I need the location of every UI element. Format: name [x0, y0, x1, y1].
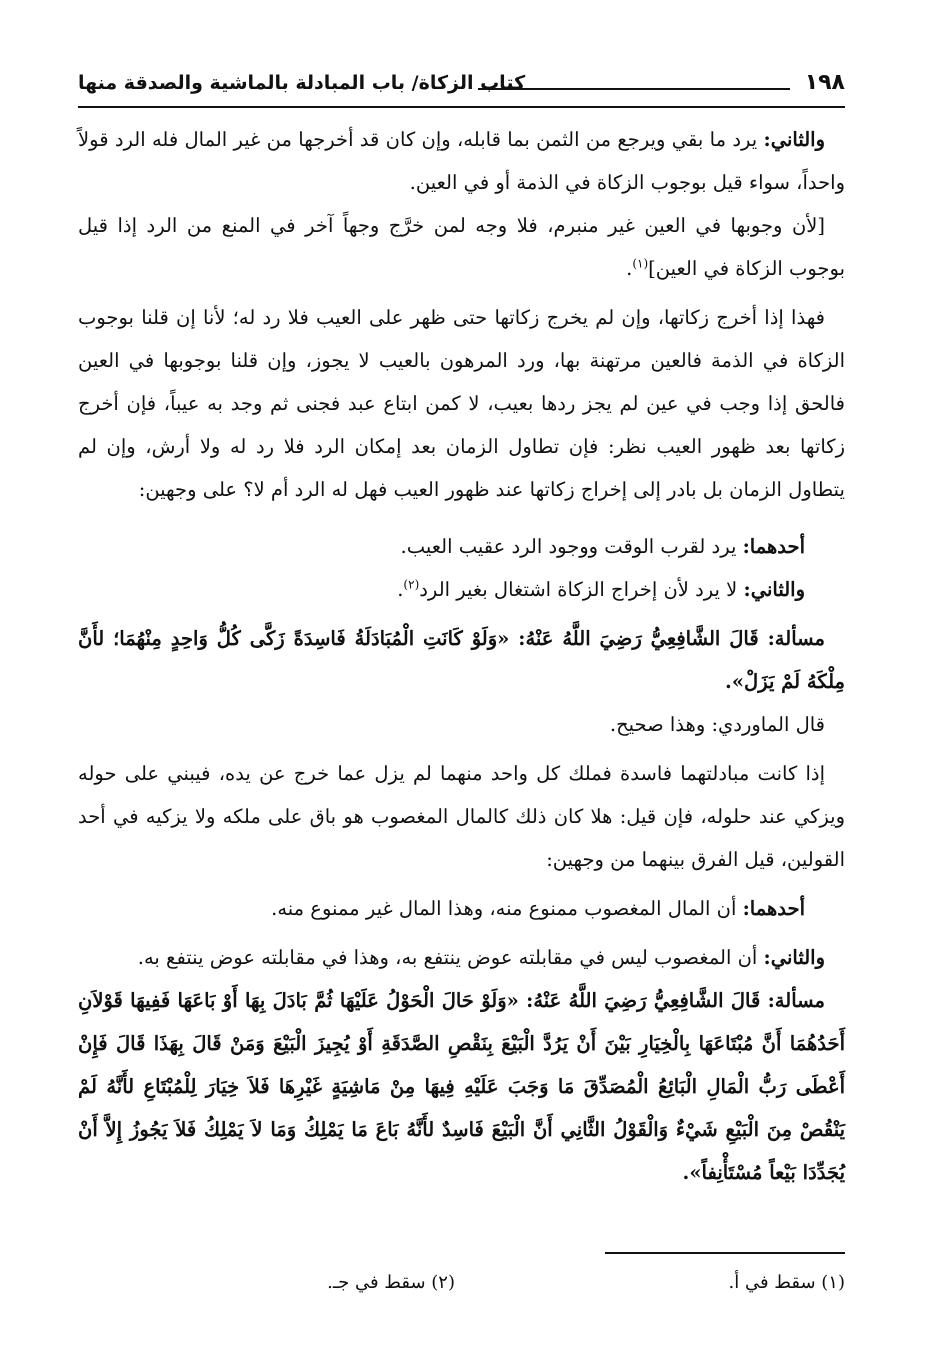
paragraph-text: فهذا إذا أخرج زكاتها، وإن لم يخرج زكاتها حتى ظهر على العيب فلا رد له؛ لأنا إن قلنا بوجوب الزكاة في الذمة فالعين مرتهنة بها، ورد المرهون بالعيب لا يجوز، وإن قلنا بوجوبها في العين فالحق إذا وجب في عين لم يجز ردها بعيب، لا كمن ابتاع عبد فجنى ثم وجد به عيباً، فإن أخرج زكاتها بعد ظهور العيب نظر: فإن تطاول الزمان بعد إمكان الرد فلا رد له ولا أرش، وإن لم يتطاول الزمان بل بادر إلى إخراج زكاتها عند ظهور العيب فهل له الرد أم لا؟ على وجهين: — [78, 306, 845, 501]
paragraph-text: يرد ما بقي ويرجع من الثمن بما قابله، وإن كان قد أخرجها من غير المال فله الرد قولاً واحداً، سواء قيل بوجوب الزكاة في الذمة أو في العين. — [78, 128, 845, 194]
paragraph-1 — [78, 118, 845, 204]
paragraph-label: أحدهما: — [742, 535, 805, 558]
paragraph-label: والثاني: — [763, 128, 825, 151]
paragraph-text: يرد لقرب الوقت ووجود الرد عقيب العيب. — [400, 535, 743, 558]
paragraph-10 — [78, 936, 845, 979]
paragraph-text: لا يرد لأن إخراج الزكاة اشتغال بغير الرد — [419, 578, 744, 601]
paragraph-6 — [78, 617, 845, 703]
paragraph-text: إذا كانت مبادلتهما فاسدة فملك كل واحد منهما لم يزل عما خرج عن يده، فيبني على حوله ويزكي عند حلوله، فإن قيل: هلا كان ذلك كالمال المغصوب هو باق على ملكه ولا يزكيه في أحد القولين، قيل الفرق بينهما من وجهين: — [78, 762, 845, 871]
paragraph-11 — [78, 979, 845, 1194]
issue-label: مسألة: قَالَ الشَّافِعِيُّ — [653, 989, 825, 1012]
page-header — [78, 70, 845, 108]
paragraph-end: . — [626, 257, 633, 280]
paragraph-7 — [78, 703, 845, 746]
paragraph-text: أن المغصوب ليس في مقابلته عوض ينتفع به، وهذا في مقابلته عوض ينتفع به. — [137, 946, 764, 969]
paragraph-label: أحدهما: — [742, 897, 805, 920]
paragraph-4 — [78, 525, 845, 568]
paragraph-5 — [78, 568, 845, 611]
page-body — [78, 118, 845, 1194]
paragraph-text: رَضِيَ اللَّهُ عَنْهُ: «وَلَوْ حَالَ الْحَوْلُ عَلَيْهَا ثُمَّ بَادَلَ بِهَا أَوْ بَاعَهَا فَفِيهَا قَوْلاَنِ أَحَدُهُمَا أَنَّ مُبْتَاعَهَا بِالْخِيَارِ بَيْنَ أَنْ يَرُدَّ الْبَيْعَ بِنَقْصِ الصَّدَقَةِ أَوْ يُجِيزَ الْبَيْعَ وَمَنْ قَالَ بِهَذَا قَالَ فَإِنْ أَعْطَى رَبُّ الْمَالِ الْبَائِعُ الْمُصَدِّقَ مَا وَجَبَ عَلَيْهِ فِيهَا مِنْ مَاشِيَةٍ غَيْرِهَا فَلاَ خِيَارَ لِلْمُبْتَاعِ لأَنَّهُ لَمْ يَنْقُصْ مِنَ الْبَيْعِ شَيْءٌ وَالْقَوْلُ الثَّانِي أَنَّ الْبَيْعَ فَاسِدٌ لأَنَّهُ بَاعَ مَا يَمْلِكُ وَمَا لاَ يَمْلِكُ فَلاَ يَجُوزُ إِلاَّ أَنْ يُجَدِّدَا بَيْعاً مُسْتَأْنِفاً». — [78, 989, 845, 1184]
paragraph-8 — [78, 752, 845, 881]
footnotes — [78, 1272, 845, 1302]
paragraph-text: أن المال المغصوب ممنوع منه، وهذا المال غير ممنوع منه. — [271, 897, 743, 920]
paragraph-text: قال الماوردي: وهذا صحيح. — [609, 713, 825, 736]
issue-label: مسألة: قَالَ الشَّافِعِيُّ — [650, 627, 825, 650]
paragraph-text: رَضِيَ اللَّهُ عَنْهُ: «وَلَوْ كَانَتِ الْمُبَادَلَةُ فَاسِدَةً زَكَّى كُلُّ وَاحِدٍ مِنْهُمَا؛ لأَنَّ مِلْكَهُ لَمْ يَزَلْ». — [78, 627, 845, 693]
paragraph-label: والثاني: — [743, 578, 805, 601]
paragraph-9 — [78, 887, 845, 930]
page-number: ١٩٨ — [804, 70, 845, 95]
footnote-rule — [605, 1252, 845, 1254]
footnote-ref-2: (٢) — [403, 577, 420, 592]
footnote-1: (١) سقط في أ. — [728, 1272, 845, 1293]
running-title: كتاب الزكاة/ باب المبادلة بالماشية والصدقة منها — [78, 72, 526, 94]
paragraph-2 — [78, 204, 845, 290]
paragraph-3 — [78, 296, 845, 511]
paragraph-text: [لأن وجوبها في العين غير منبرم، فلا وجه لمن خرَّج وجهاً آخر في المنع من الرد إذا قيل بوجوب الزكاة في العين] — [78, 214, 845, 280]
paragraph-label: والثاني: — [763, 946, 825, 969]
footnote-2: (٢) سقط في جـ. — [327, 1272, 455, 1293]
paragraph-end: . — [397, 578, 404, 601]
footnote-ref-1: (١) — [632, 256, 649, 271]
